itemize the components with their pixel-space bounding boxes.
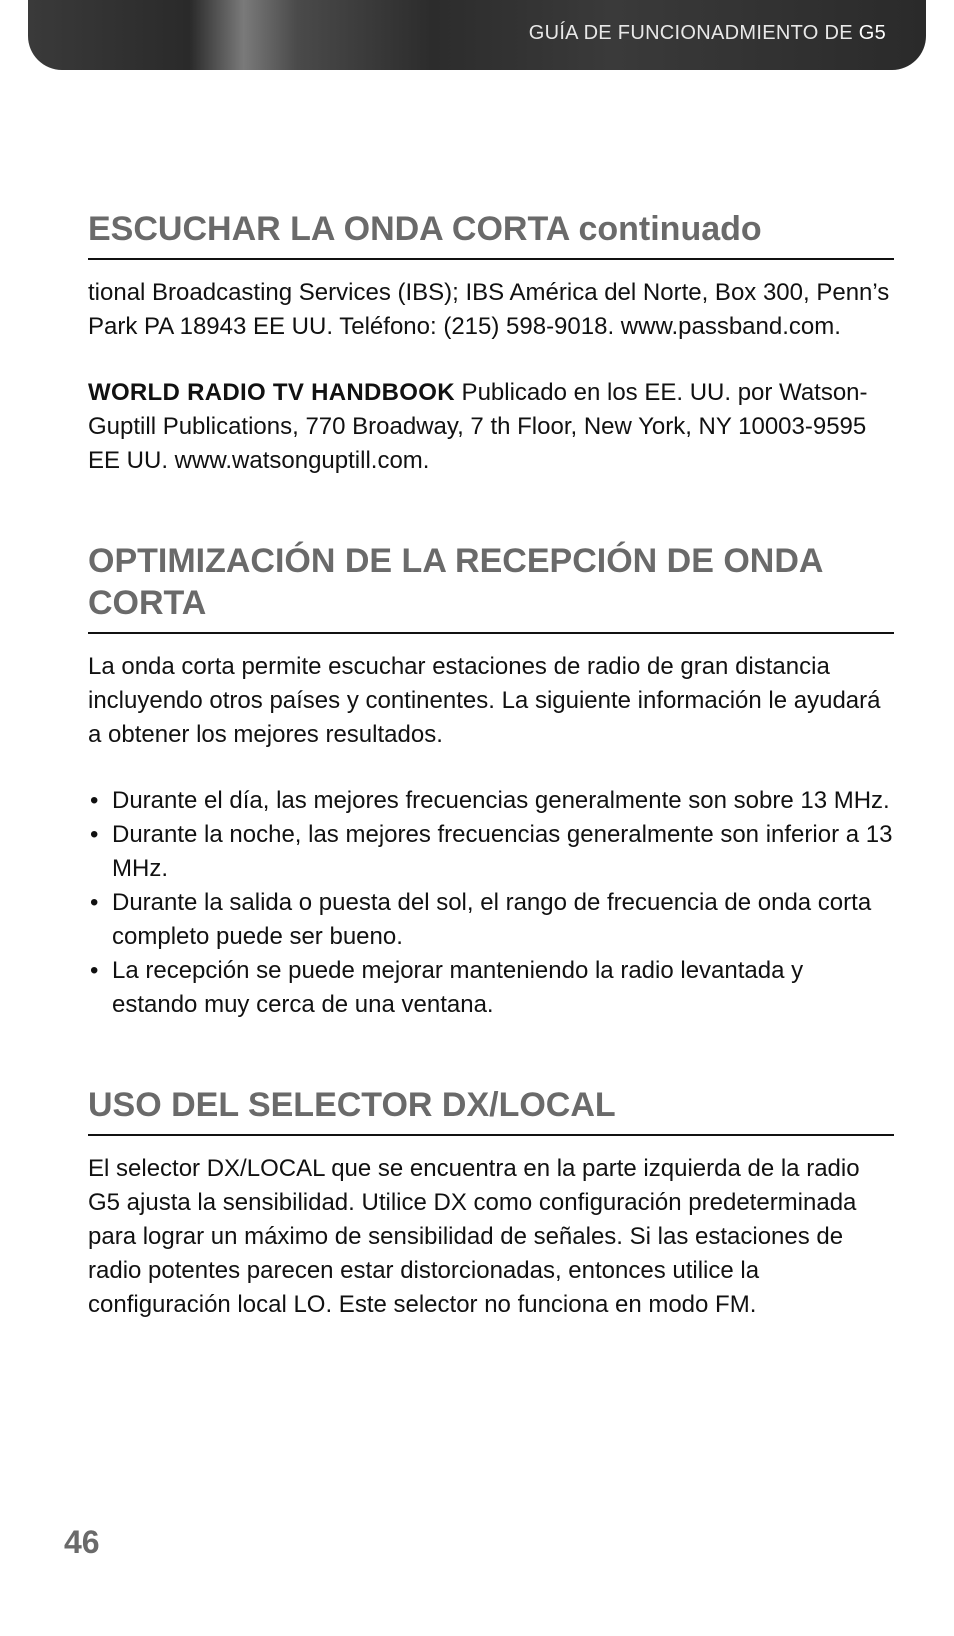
page-content bbox=[88, 208, 894, 1322]
dx-local-paragraph: El selector DX/LOCAL que se encuentra en la parte izquierda de la radio G5 ajusta la sensibilidad. Utilice DX como configuración predeterminada para lograr un máximo de sensibilidad de señales. Si las estaciones de radio potentes parecen estar distorcionadas, entonces utilice la configuración local LO. Este selector no funciona en modo FM. bbox=[88, 1155, 860, 1318]
tips-list bbox=[88, 784, 894, 1022]
optimization-intro: La onda corta permite escuchar estaciones de radio de gran distancia incluyendo otros países y continentes. La siguiente información le ayudará a obtener los mejores resultados. bbox=[88, 653, 881, 748]
section-title-optimization: OPTIMIZACIÓN DE LA RECEPCIÓN DE ONDA CORTA bbox=[88, 540, 894, 634]
list-item: • Durante el día, las mejores frecuencias generalmente son sobre 13 MHz. bbox=[88, 784, 894, 818]
model-name: G5 bbox=[858, 22, 886, 44]
bullet-icon: • bbox=[90, 821, 99, 848]
header-bar bbox=[28, 0, 926, 70]
guide-label: GUÍA DE FUNCIONADMIENTO DE bbox=[528, 22, 853, 44]
running-header bbox=[529, 22, 886, 45]
section-title-shortwave-continued: ESCUCHAR LA ONDA CORTA continuado bbox=[88, 208, 894, 260]
list-item: • Durante la noche, las mejores frecuencias generalmente son inferior a 13 MHz. bbox=[88, 818, 894, 886]
section-title-dx-local: USO DEL SELECTOR DX/LOCAL bbox=[88, 1084, 894, 1136]
handbook-paragraph bbox=[88, 376, 894, 478]
list-item: • La recepción se puede mejorar manteniendo la radio levantada y estando muy cerca de una ventana. bbox=[88, 954, 894, 1022]
bullet-icon: • bbox=[90, 787, 99, 814]
bullet-icon: • bbox=[90, 889, 99, 916]
list-item: • Durante la salida o puesta del sol, el rango de frecuencia de onda corta completo puede ser bueno. bbox=[88, 886, 894, 954]
page-number: 46 bbox=[64, 1524, 100, 1560]
handbook-title: WORLD RADIO TV HANDBOOK bbox=[88, 379, 455, 406]
ibs-paragraph: tional Broadcasting Services (IBS); IBS América del Norte, Box 300, Penn’s Park PA 18943 EE UU. Teléfono: (215) 598-9018. www.passband.com. bbox=[88, 279, 890, 340]
handbook-description: Publicado en los EE. UU. por Watson-Guptill Publications, 770 Broadway, 7 th Floor, New York, NY 10003-9595 EE UU. www.watsonguptill.com. bbox=[88, 379, 868, 474]
bullet-icon: • bbox=[90, 957, 99, 984]
